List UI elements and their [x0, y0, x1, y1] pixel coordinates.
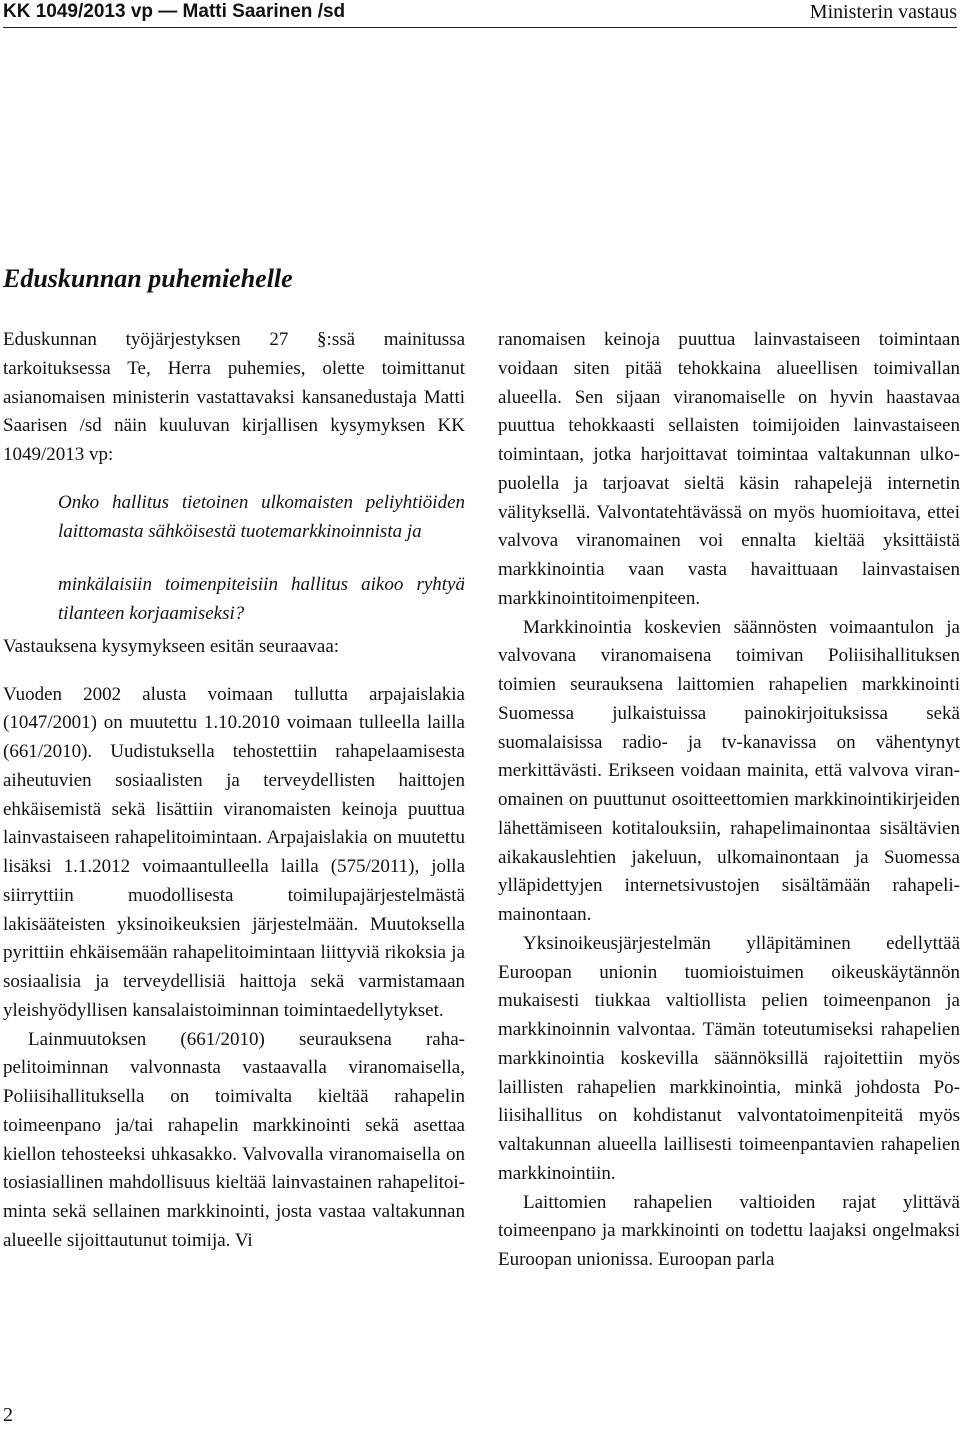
- document-header-id: KK 1049/2013 vp — Matti Saarinen /sd: [3, 1, 346, 22]
- answer-paragraph-1: Vuoden 2002 alusta voimaan tullutta arpajaislakia (1047/2001) on muutettu 1.10.2010 voimaan tulleella lailla (661/2010). Uudistuksella tehostettiin rahapelaamisesta aiheutuvien sosiaalisten ja terveydellisten haittojen ehkäisemistä sekä lisättiin viranomaisten keinoja puuttua lainvastaiseen rahapelitoimintaan. Arpajaislakia on muutettu lisäksi 1.1.2012 voimaantulleella lailla (575/2011), jolla siirryttiin muodollisesta toimilupajärjestelmästä lakisääteisten yksinoikeuksien järjestelmään. Muutoksella pyrittiin ehkäisemään rahapelitoimintaan liittyviä rikoksia ja sosiaalisia ja terveydellisiä haittoja sekä varmistamaan yleishyödyllisen kansalaistoiminnan toimintaedellytykset.: [3, 683, 465, 1021]
- question-1: Onko hallitus tietoinen ulkomaisten peliyhtiöiden laittomasta sähköisestä tuotemarkkinoinnista ja: [58, 491, 465, 542]
- page-number: 2: [3, 1404, 13, 1426]
- intro-paragraph: Eduskunnan työjärjestyksen 27 §:ssä mainitussa tarkoituksessa Te, Herra puhemies, olette toimittanut asianomaisen ministerin vastattavaksi kansanedustaja Matti Saarisen /sd näin kuuluvan kirjallisen kysymyksen KK 1049/2013 vp:: [3, 329, 465, 465]
- salutation-heading: Eduskunnan puhemiehelle: [3, 264, 293, 293]
- answer-paragraph-2: Lainmuutoksen (661/2010) seurauksena rahapelitoiminnan valvonnasta vastaavalla viranomaisella, Poliisihallituksella on toimivalta kieltää rahapelin toimeenpano ja/tai rahapelin markkinointi sekä asettaa kiellon tehosteeksi uhkasakko. Valvovalla viranomaisella on tosiasiallinen mahdollisuus kieltää lainvastainen rahapelitoiminta sekä sellainen markkinointi, josta vastaa valtakunnan alueelle sijoittautunut toimija. Vi: [3, 1028, 465, 1251]
- answer-paragraph-5: Yksinoikeusjärjestelmän ylläpitäminen edellyttää Euroopan unionin tuomioistuimen oikeuskäytännön mukaisesti tiukkaa valtiollista pelien toimeenpanon ja markkinoinnin valvontaa. Tämän toteutumiseksi rahapelien markkinointia koskevilla säännöksillä rajoitettiin myös laillisten rahapelien markkinointia, minkä johdosta Poliisihallitus on kohdistanut valvontatoimenpiteitä myös valtakunnan alueella laillisesti toimeenpantavien rahapelien markkinointiin.: [498, 932, 960, 1184]
- answer-intro: Vastauksena kysymykseen esitän seuraavaa:: [3, 635, 340, 657]
- left-column: [3, 326, 465, 1256]
- question-2: minkälaisiin toimenpiteisiin hallitus aikoo ryhtyä tilanteen korjaamiseksi?: [58, 574, 465, 624]
- answer-paragraph-3: ranomaisen keinoja puuttua lainvastaiseen toimintaan voidaan siten pitää tehokkaina alueellisen toimivallan alueella. Sen sijaan viranomaiselle on hyvin haastavaa puuttua tehokkaasti sellaisten toimijoiden lainvastaiseen toimintaan, jotka harjoittavat toimintaa valtakunnan ulkopuolella ja tarjoavat sieltä käsin rahapelejä internetin välityksellä. Valvontatehtävässä on myös huomioitava, ettei valvova viranomainen voi ennalta kieltää yksittäistä markkinointia vaan vasta havaittuaan lainvastaisen markkinointitoimenpiteen.: [498, 329, 960, 609]
- answer-paragraph-4: Markkinointia koskevien säännösten voimaantulon ja valvovana viranomaisena toimivan Poliisihallituksen toimien seurauksena laittomien rahapelien markkinointi Suomessa julkaistuissa painokirjoituksissa sekä suomalaisissa radio- ja tv-kanavissa on vähentynyt merkittävästi. Erikseen voidaan mainita, että valvova viranomainen on puuttunut osoitteettomien markkinointikirjeiden lähettämiseen kotitalouksiin, rahapelimainontaa sisältävien aikakauslehtien jakeluun, ulkomainontaan ja Suomessa ylläpidettyjen internetsivustojen sisältämään rahapelimainontaan.: [498, 616, 960, 925]
- answer-paragraph-6: Laittomien rahapelien valtioiden rajat ylittävä toimeenpano ja markkinointi on todettu laajaksi ongelmaksi Euroopan unionissa. Euroopan parla: [498, 1191, 960, 1270]
- right-column: [498, 326, 960, 1275]
- document-header-type: Ministerin vastaus: [809, 1, 957, 23]
- header-rule: [3, 27, 957, 28]
